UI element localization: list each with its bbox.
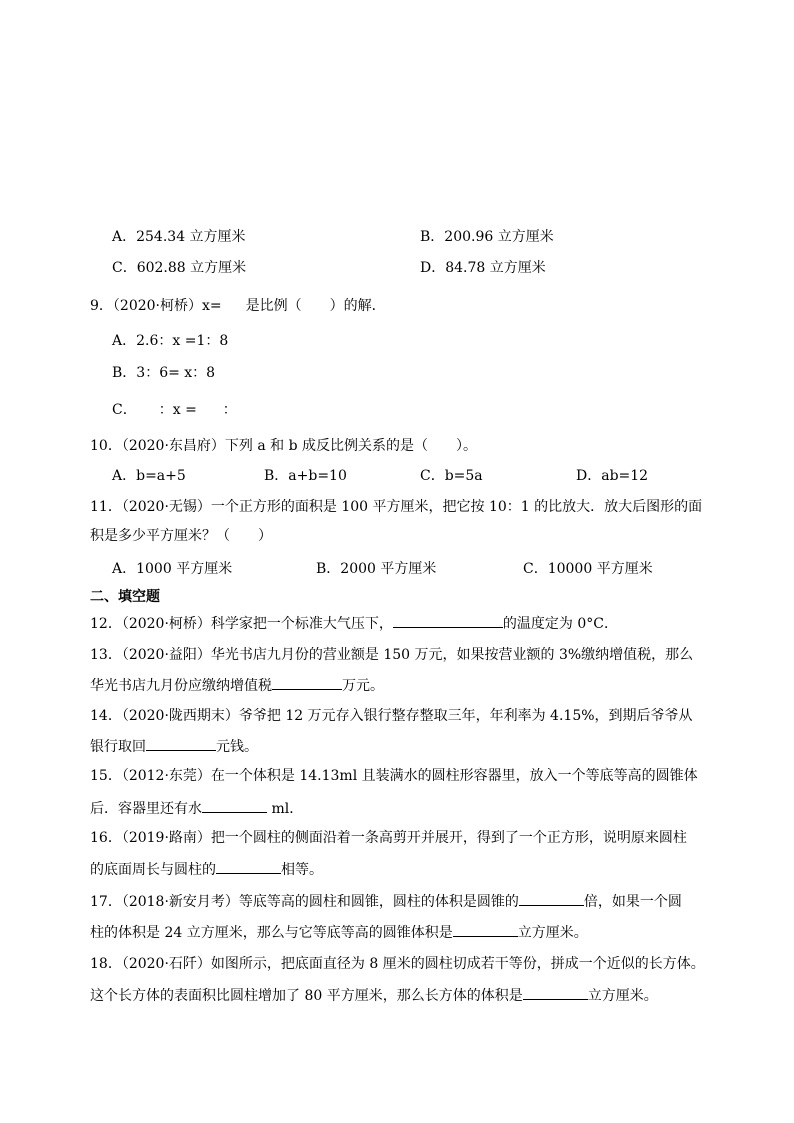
q16-line2 <box>90 859 323 880</box>
q18-line2-part2: 立方厘米。 <box>587 988 658 1004</box>
q15-line2-part1: 后．容器里还有水 <box>90 801 202 817</box>
q11-option-b: B．2000 平方厘米 <box>316 561 437 577</box>
q9-option-c-end: ： <box>222 402 237 418</box>
q9-stem <box>90 296 386 316</box>
q17-line2-part2: 立方厘米。 <box>517 925 588 941</box>
q17-line2-part1: 柱的体积是 24 立方厘米，那么与它等底等高的圆锥体积是 <box>90 925 453 941</box>
q8-option-b: B．200.96 立方厘米 <box>420 229 554 245</box>
q17-answer-blank-2[interactable] <box>453 922 518 937</box>
q14-line2-part1: 银行取回 <box>90 739 146 755</box>
q10-stem: 10．（2020·东昌府）下列 a 和 b 成反比例关系的是（ ）。 <box>90 438 478 454</box>
q17-line1 <box>90 891 682 912</box>
q15-answer-blank[interactable] <box>202 798 267 813</box>
q18-line2 <box>90 985 658 1006</box>
q13-answer-blank[interactable] <box>272 675 342 690</box>
q13-line2-part1: 华光书店九月份应缴纳增值税 <box>90 678 272 694</box>
q11-option-a: A．1000 平方厘米 <box>112 561 233 577</box>
q15-line2 <box>90 798 303 819</box>
q12-part2: 的温度定为 0°C． <box>502 616 618 632</box>
q10-option-d: D．ab=12 <box>576 468 649 484</box>
q10-option-b: B．a+b=10 <box>264 468 347 484</box>
q9-option-c <box>112 400 237 420</box>
q16-line2-part2: 相等。 <box>281 862 323 878</box>
q14-line1: 14．（2020·陇西期末）爷爷把 12 万元存入银行整存整取三年，年利率为 4.15%，到期后爷爷从 <box>90 708 693 724</box>
q18-answer-blank[interactable] <box>523 985 588 1000</box>
q12 <box>90 613 618 634</box>
q9-option-c-mid: ：x = <box>158 402 197 418</box>
q13-line1: 13．（2020·益阳）华光书店九月份的营业额是 150 万元，如果按营业额的 3%缴纳增值税，那么 <box>90 647 694 663</box>
q8-option-a: A．254.34 立方厘米 <box>112 229 246 245</box>
q14-line2-part2: 元钱。 <box>216 739 258 755</box>
q14-line2 <box>90 736 258 757</box>
q9-option-b: B．3：6= x：8 <box>112 365 216 381</box>
q12-part1: 12．（2020·柯桥）科学家把一个标准大气压下， <box>90 616 393 632</box>
q11-line1: 11．（2020·无锡）一个正方形的面积是 100 平方厘米，把它按 10：1 的比放大．放大后图形的面 <box>90 499 703 515</box>
q12-answer-blank[interactable] <box>393 613 503 628</box>
q13-line2 <box>90 675 384 696</box>
q16-answer-blank[interactable] <box>216 859 281 874</box>
q15-line2-part2: ml． <box>267 801 304 817</box>
q9-stem-part1: 9．（2020·柯桥）x= <box>90 298 222 314</box>
q11-line2: 积是多少平方厘米？（ ） <box>90 528 272 544</box>
q17-line2 <box>90 922 588 943</box>
q9-stem-part2: 是比例（ ）的解． <box>245 298 386 314</box>
q10-option-a: A．b=a+5 <box>112 468 186 484</box>
q9-option-c-label: C． <box>112 402 137 418</box>
q11-option-c: C．10000 平方厘米 <box>523 561 653 577</box>
q18-line1: 18．（2020·石阡）如图所示，把底面直径为 8 厘米的圆柱切成若干等份，拼成一个近似的长方体。 <box>90 956 705 972</box>
q10-option-c: C．b=5a <box>420 468 483 484</box>
q8-option-c: C．602.88 立方厘米 <box>112 260 247 276</box>
q17-line1-part2: 倍，如果一个圆 <box>583 894 682 910</box>
q17-answer-blank-1[interactable] <box>519 891 584 906</box>
q18-line2-part1: 这个长方体的表面积比圆柱增加了 80 平方厘米，那么长方体的体积是 <box>90 988 523 1004</box>
q8-option-d: D．84.78 立方厘米 <box>420 260 546 276</box>
q14-answer-blank[interactable] <box>146 736 216 751</box>
q16-line2-part1: 的底面周长与圆柱的 <box>90 862 216 878</box>
section-title-fill-in: 二、填空题 <box>90 589 160 605</box>
q16-line1: 16．（2019·路南）把一个圆柱的侧面沿着一条高剪开并展开，得到了一个正方形，说明原来圆柱 <box>90 830 687 846</box>
q13-line2-part2: 万元。 <box>342 678 384 694</box>
q15-line1: 15．（2012·东莞）在一个体积是 14.13ml 且装满水的圆柱形容器里，放入一个等底等高的圆锥体 <box>90 768 698 784</box>
q9-option-a: A．2.6：x =1：8 <box>112 333 229 349</box>
q17-line1-part1: 17．（2018·新安月考）等底等高的圆柱和圆锥，圆柱的体积是圆锥的 <box>90 894 519 910</box>
